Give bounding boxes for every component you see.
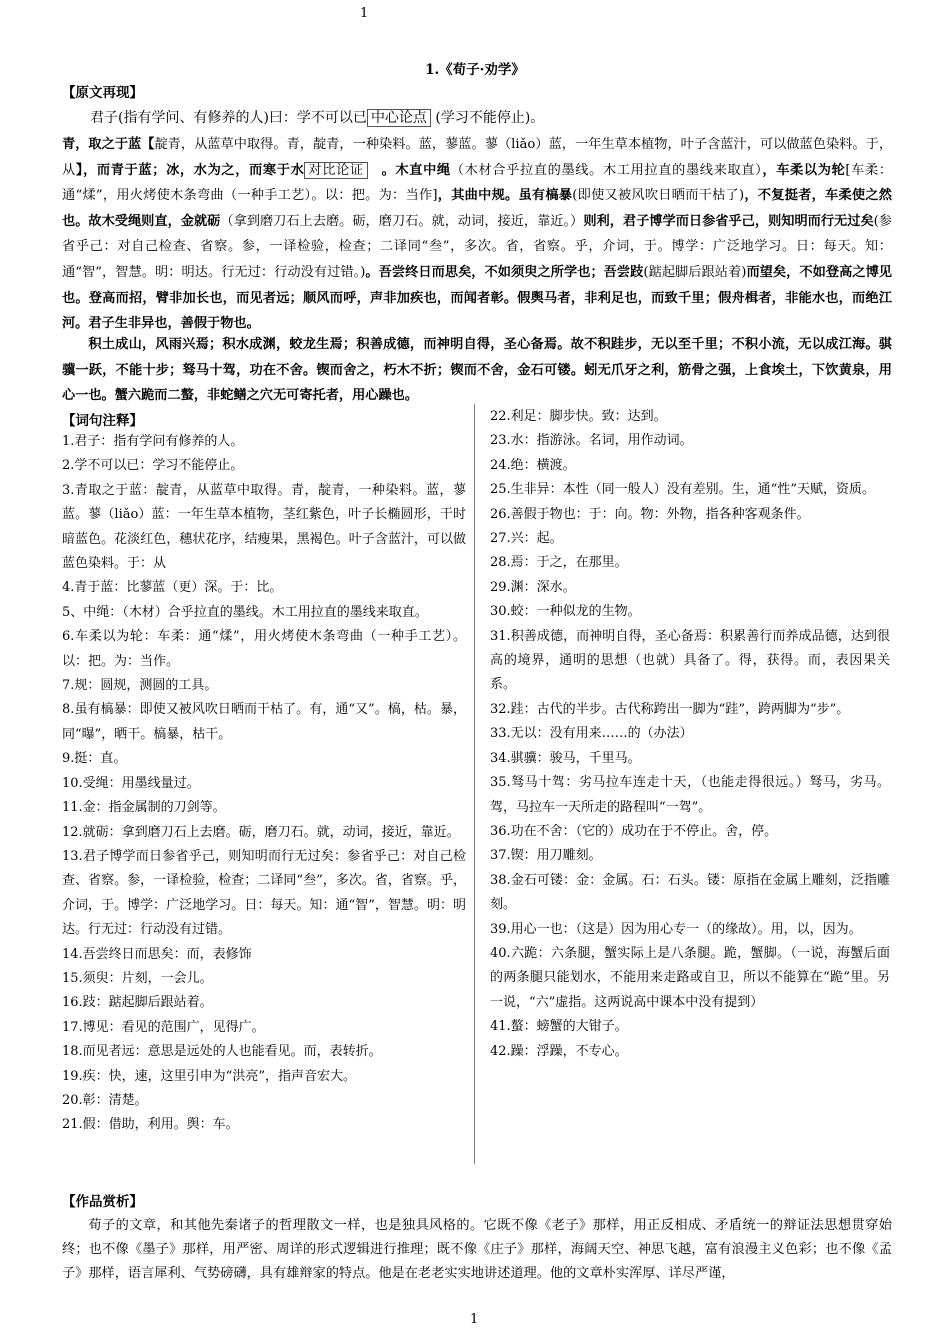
original-text bbox=[62, 132, 892, 337]
note-item: 25.生非异：本性（同一般人）没有差别。生，通“性”天赋，资质。 bbox=[490, 482, 875, 498]
text-run: (即使又被风吹日晒而干枯了) bbox=[572, 188, 745, 204]
note-item: 20.彰：清楚。 bbox=[62, 1092, 148, 1108]
note-item: 35.驽马十驾：劣马拉车连走十天，（也能走得很远。）驽马，劣马。驾，马拉车一天所走的路程叫“一驾”。 bbox=[490, 775, 890, 815]
note-item: 28.焉：于之，在那里。 bbox=[490, 555, 628, 571]
note-item: 10.受绳：用墨线量过。 bbox=[62, 775, 200, 791]
text-run: 则利，君子博学而日参省乎己，则知明而行无过矣 bbox=[583, 213, 874, 229]
column-divider bbox=[474, 404, 475, 1164]
original-text bbox=[62, 106, 892, 132]
note-item: 18.而见者远：意思是远处的人也能看见。而，表转折。 bbox=[62, 1044, 382, 1060]
note-item: 12.就砺：拿到磨刀石上去磨。砺，磨刀石。就，动词，接近，靠近。 bbox=[62, 824, 460, 840]
note-item: 36.功在不舍：（它的）成功在于不停止。舍，停。 bbox=[490, 823, 778, 839]
text-run: （拿到磨刀石上去磨。砺，磨刀石。就，动词，接近，靠近。） bbox=[220, 213, 584, 229]
analysis-paragraph: 荀子的文章，和其他先秦诸子的哲理散文一样，也是独具风格的。它既不像《老子》那样，用正反相成、矛盾统一的辩证法思想贯穿始终；也不像《墨子》那样，用严密、周详的形式逻辑进行推理；既不像《庄子》那样，海阔天空、神思飞越，富有浪漫主义色彩；也不像《孟子》那样，语言犀利、气势磅礴，具有雄辩家的特点。他是在老老实实地讲述道理。他的文章朴实浑厚、详尽严谨， bbox=[62, 1218, 892, 1281]
note-item: 5、中绳：（木材）合乎拉直的墨线。木工用拉直的墨线来取直。 bbox=[62, 604, 428, 620]
text-run: ，车柔以为轮 bbox=[762, 162, 846, 178]
article-title: 1.《荀子·劝学》 bbox=[425, 62, 525, 78]
text-run: 青，取之于蓝【 bbox=[62, 137, 155, 152]
text-run: (学习不能停止)。 bbox=[430, 110, 545, 126]
text-run: ，不复挺者，车柔使之然也。故木受绳则直，金就砺 bbox=[62, 188, 892, 229]
note-item: 31.积善成德，而神明自得，圣心备焉：积累善行而养成品德，达到很高的境界，通明的思想（也就）具备了。得，获得。而，表因果关系。 bbox=[490, 628, 890, 693]
note-item: 9.挺：直。 bbox=[62, 751, 127, 767]
section-heading-notes: 【词句注释】 bbox=[62, 413, 143, 429]
text-run: 而望矣，不如登高之博见也。登高而招，臂非加长也，而见者远；顺风而呼，声非加疾也，而闻者彰。假舆马者，非利足也，而致千里；假舟楫者，非能水也，而绝江河。君子生非异也，善假于物也。 bbox=[62, 264, 892, 332]
text-run: 君子(指有学问、有修养的人)曰：学不可以已 bbox=[90, 110, 367, 126]
original-text bbox=[62, 332, 892, 409]
text-run: 积土成山，风雨兴焉；积水成渊，蛟龙生焉；积善成德，而神明自得，圣心备焉。故不积跬步，无以至千里；不积小流，无以成江海。骐骥一跃，不能十步；驽马十驾，功在不舍。锲而舍之，朽木不折；锲而不舍，金石可镂。蚓无爪牙之利，筋骨之强，上食埃土，下饮黄泉，用心一也。蟹六跪而二螯，非蛇鳝之穴无可寄托者，用心躁也。 bbox=[62, 337, 892, 404]
note-item: 24.绝：横渡。 bbox=[490, 457, 576, 473]
page-number-bottom: 1 bbox=[470, 1312, 479, 1327]
note-item: 38.金石可镂：金：金属。石：石头。镂：原指在金属上雕刻，泛指雕刻。 bbox=[490, 872, 890, 913]
note-item: 3.青取之于蓝：靛青，从蓝草中取得。青，靛青，一种染料。蓝，蓼蓝。蓼（liǎo）蓝：一年生草本植物，茎红紫色，叶子长椭圆形，干时暗蓝色。花淡红色，穗状花序，结瘦果，黑褐色。叶子含蓝汁，可以做蓝色染料。于：从 bbox=[62, 482, 466, 572]
text-run: （木材合乎拉直的墨线。木工用拉直的墨线来取直） bbox=[450, 162, 763, 178]
note-item: 23.水：指游泳。名词，用作动词。 bbox=[490, 433, 693, 449]
note-item: 30.蛟：一种似龙的生物。 bbox=[490, 604, 641, 620]
note-item: 33.无以：没有用来……的（办法） bbox=[490, 726, 693, 742]
note-item: 7.规：圆规，测圆的工具。 bbox=[62, 678, 218, 694]
note-item: 6.车柔以为轮：车柔：通“煣”，用火烤使木条弯曲（一种手工艺）。以：把。为：当作。 bbox=[62, 629, 466, 669]
note-item: 13.君子博学而日参省乎己，则知明而行无过矣：参省乎己：对自己检查、省察。参，一译检验，检查；二译同“叁”，多次。省，省察。乎，介词，于。博学：广泛地学习。日：每天。知：通“智”，智慧。明：明达。行无过：行动没有过错。 bbox=[62, 848, 466, 938]
text-run: ，其曲中规。虽有槁暴 bbox=[437, 188, 573, 204]
note-item: 22.利足：脚步快。致：达到。 bbox=[490, 409, 667, 424]
note-item: 32.跬：古代的半步。古代称跨出一脚为“跬”，跨两脚为“步”。 bbox=[490, 701, 850, 717]
note-item: 29.渊：深水。 bbox=[490, 579, 576, 595]
original-paragraph-3 bbox=[62, 332, 892, 409]
text-run: 靛青，从蓝草中取得。青，靛青，一种染料。蓝，蓼蓝。蓼（liǎo）蓝，一年生草本植物，叶子含蓝汁，可以做蓝色染料。于，从 bbox=[62, 137, 893, 178]
note-item: 40.六跪：六条腿，蟹实际上是八条腿。跪，蟹脚。（一说，海蟹后面的两条腿只能划水，不能用来走路或自卫，所以不能算在“跪”里。另一说，“六”虚指。这两说高中课本中没有提到） bbox=[490, 945, 890, 1010]
note-item: 2.学不可以已：学习不能停止。 bbox=[62, 458, 244, 474]
text-run: 】，而青于蓝；冰，水为之，而寒于水 bbox=[75, 162, 305, 178]
note-item: 39.用心一也：（这是）因为用心专一（的缘故）。用，以，因为。 bbox=[490, 921, 862, 937]
note-item: 4.青于蓝：比蓼蓝（更）深。于：比。 bbox=[62, 580, 283, 596]
note-item: 17.博见：看见的范围广，见得广。 bbox=[62, 1019, 265, 1035]
text-run: 。木直中绳 bbox=[367, 162, 451, 178]
notes-column-right bbox=[490, 405, 890, 1064]
note-item: 1.君子：指有学问有修养的人。 bbox=[62, 434, 244, 449]
text-run: (踮起脚后跟站着) bbox=[643, 264, 747, 280]
page-number-top: 1 bbox=[360, 6, 369, 21]
notes-column-left bbox=[62, 430, 466, 1138]
note-item: 16.跂：踮起脚后跟站着。 bbox=[62, 995, 213, 1011]
text-run: (参省乎己：对自己检查、省察。参，一译检验，检查；二译同“叁”，多次。省，省察。乎，介词，于。博学：广泛地学习。日：每天。知：通“智”，智慧。明：明达。行无过：行动没有过错。) bbox=[62, 213, 892, 280]
note-item: 14.吾尝终日而思矣：而，表修饰 bbox=[62, 946, 252, 962]
note-item: 37.锲：用刀雕刻。 bbox=[490, 848, 602, 864]
note-item: 26.善假于物也：于：向。物：外物，指各种客观条件。 bbox=[490, 506, 810, 522]
section-heading-analysis: 【作品赏析】 bbox=[62, 1194, 143, 1210]
note-item: 15.须臾：片刻，一会儿。 bbox=[62, 970, 213, 986]
note-item: 19.疾：快，速，这里引申为“洪亮”，指声音宏大。 bbox=[62, 1068, 356, 1084]
note-item: 34.骐骥：骏马，千里马。 bbox=[490, 750, 641, 766]
note-item: 21.假：借助，利用。舆：车。 bbox=[62, 1117, 239, 1133]
note-item: 27.兴：起。 bbox=[490, 531, 563, 547]
original-paragraph-1 bbox=[62, 106, 892, 132]
annotation-box: 中心论点 bbox=[367, 109, 431, 127]
note-item: 8.虽有槁暴：即使又被风吹日晒而干枯了。有，通“又”。槁，枯。暴，同“曝”，晒干。槁暴，枯干。 bbox=[62, 702, 466, 742]
note-item: 41.螯：螃蟹的大钳子。 bbox=[490, 1019, 628, 1035]
annotation-box: 对比论证 bbox=[304, 162, 367, 179]
text-run: 。吾尝终日而思矣，不如须臾之所学也；吾尝跂 bbox=[365, 264, 644, 280]
text-run: [车柔：通“煣”，用火烤使木条弯曲（一种手工艺）。以：把。为：当作] bbox=[62, 162, 893, 204]
section-heading-original: 【原文再现】 bbox=[62, 85, 143, 101]
note-item: 42.躁：浮躁，不专心。 bbox=[490, 1043, 628, 1059]
original-paragraph-2 bbox=[62, 132, 892, 337]
note-item: 11.金：指金属制的刀剑等。 bbox=[62, 800, 226, 816]
